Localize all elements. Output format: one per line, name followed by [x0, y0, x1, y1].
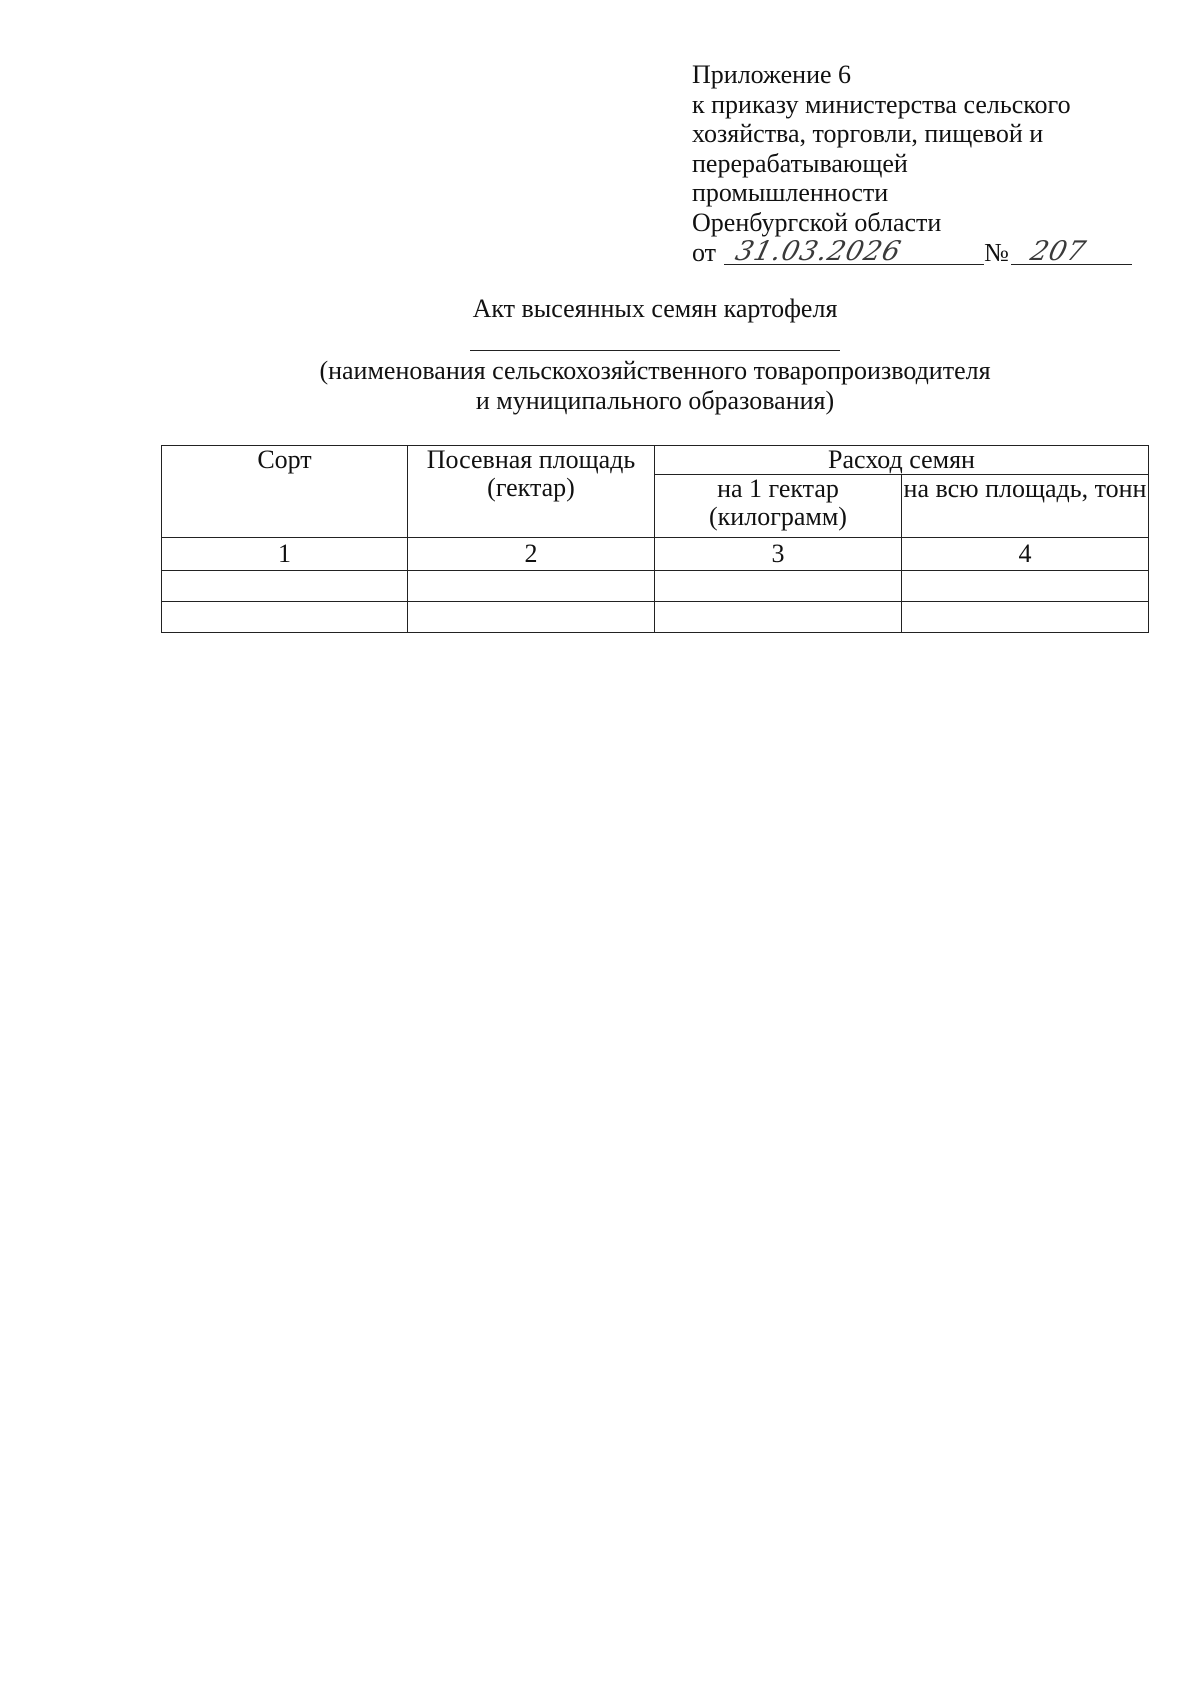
column-number: 4	[902, 538, 1149, 571]
header-seed-consumption: Расход семян	[655, 446, 1149, 475]
date-prefix: от	[692, 237, 717, 267]
order-reference-line-2: хозяйства, торговли, пищевой и	[692, 119, 1044, 148]
table-cell[interactable]	[655, 602, 902, 633]
producer-name-caption	[0, 356, 1200, 416]
table-cell[interactable]	[162, 571, 408, 602]
number-sign: №	[984, 237, 1009, 267]
header-sown-area: Посевная площадь (гектар)	[408, 446, 655, 538]
column-number: 1	[162, 538, 408, 571]
table-cell[interactable]	[408, 571, 655, 602]
table-cell[interactable]	[655, 571, 902, 602]
column-number: 3	[655, 538, 902, 571]
handwritten-date: 31.03.2026	[732, 235, 905, 267]
caption-line-2: и муниципального образования)	[475, 386, 835, 415]
table-cell[interactable]	[902, 571, 1149, 602]
header-per-hectare: на 1 гектар (килограмм)	[655, 475, 902, 538]
order-reference-line-3: перерабатывающей	[692, 148, 908, 178]
caption-line-1: (наименования сельскохозяйственного товаропроизводителя	[319, 356, 991, 385]
table-cell[interactable]	[162, 602, 408, 633]
handwritten-number: 207	[1027, 235, 1090, 267]
table-cell[interactable]	[408, 602, 655, 633]
seed-usage-table	[161, 445, 1149, 633]
order-date-field	[724, 235, 984, 267]
table-row	[162, 571, 1149, 602]
order-date-number-line	[692, 237, 1132, 267]
order-reference-line-1: к приказу министерства сельского	[692, 89, 1071, 119]
table-row	[162, 602, 1149, 633]
table-cell[interactable]	[902, 602, 1149, 633]
header-variety: Сорт	[162, 446, 408, 538]
order-number-field	[1011, 235, 1132, 267]
order-reference-line-5: Оренбургской области	[692, 207, 942, 237]
header-total-area: на всю площадь, тонн	[902, 475, 1149, 538]
producer-name-blank-line	[470, 350, 840, 351]
order-reference-line-4: промышленности	[692, 178, 889, 207]
column-number: 2	[408, 538, 655, 571]
column-number-row	[162, 538, 1149, 571]
appendix-header	[692, 60, 1132, 267]
document-title: Акт высеянных семян картофеля	[472, 294, 838, 323]
appendix-number: Приложение 6	[692, 60, 852, 89]
